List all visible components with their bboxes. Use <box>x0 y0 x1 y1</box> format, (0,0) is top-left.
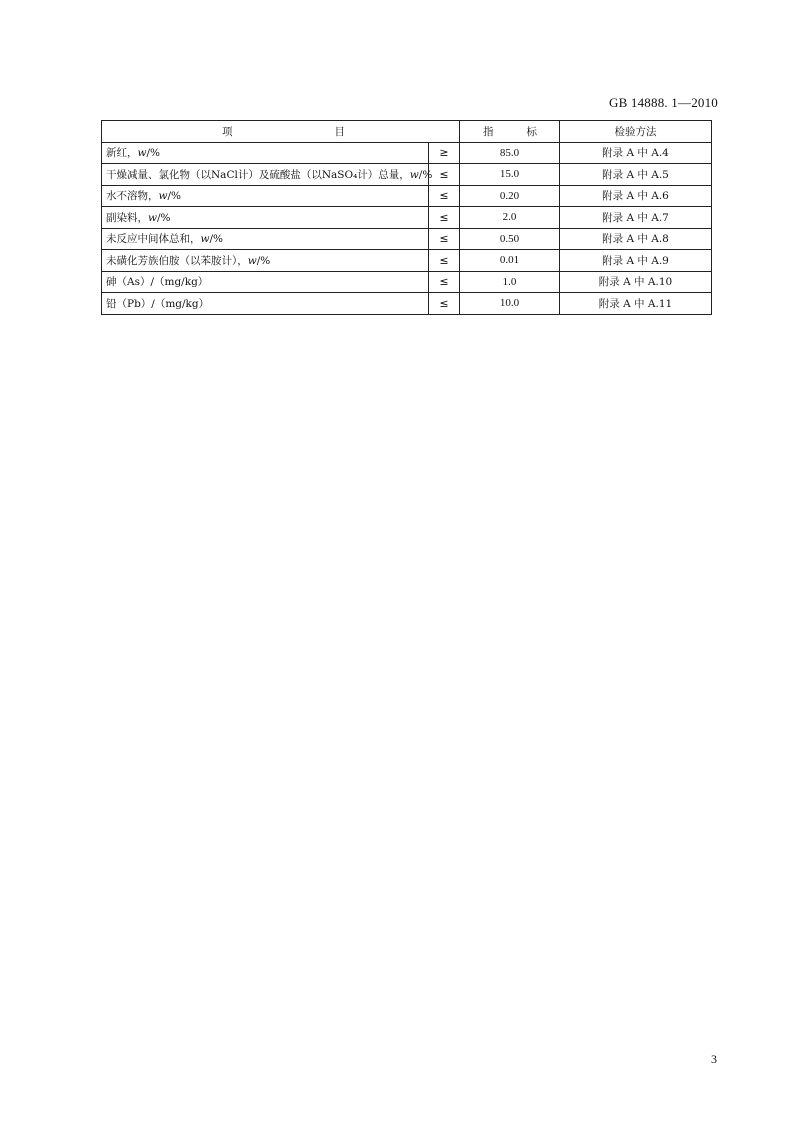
row-value: 85.0 <box>460 142 560 164</box>
header-method: 检验方法 <box>560 121 712 143</box>
unit-variable: w <box>409 168 419 181</box>
header-item-right: 目 <box>334 125 345 138</box>
unit-variable: w <box>247 254 257 267</box>
page-number: 3 <box>711 1052 717 1066</box>
row-value: 1.0 <box>460 271 560 293</box>
row-operator: ≤ <box>429 293 460 315</box>
header-value <box>460 121 560 143</box>
specification-table <box>101 120 712 315</box>
row-operator: ≤ <box>429 164 460 186</box>
unit-variable: w <box>137 147 147 160</box>
row-item-name: 未磺化芳族伯胺（以苯胺计），w/% <box>102 250 429 272</box>
unit-variable: w <box>200 233 210 246</box>
row-method: 附录 A 中 A.4 <box>560 142 712 164</box>
row-operator: ≤ <box>429 207 460 229</box>
header-item <box>102 121 460 143</box>
row-item-name: 未反应中间体总和，w/% <box>102 228 429 250</box>
row-item-name: 新红，w/% <box>102 142 429 164</box>
row-method: 附录 A 中 A.9 <box>560 250 712 272</box>
row-value: 10.0 <box>460 293 560 315</box>
row-method: 附录 A 中 A.8 <box>560 228 712 250</box>
row-method: 附录 A 中 A.10 <box>560 271 712 293</box>
row-method: 附录 A 中 A.5 <box>560 164 712 186</box>
row-operator: ≤ <box>429 271 460 293</box>
row-item-name: 干燥减量、氯化物（以NaCl计）及硫酸盐（以NaSO₄计）总量，w/% <box>102 164 429 186</box>
row-value: 15.0 <box>460 164 560 186</box>
row-item-name: 水不溶物，w/% <box>102 185 429 207</box>
row-method: 附录 A 中 A.7 <box>560 207 712 229</box>
document-code: GB 14888. 1—2010 <box>608 95 718 110</box>
row-operator: ≤ <box>429 228 460 250</box>
table-row <box>102 271 712 293</box>
row-method: 附录 A 中 A.11 <box>560 293 712 315</box>
row-value: 2.0 <box>460 207 560 229</box>
row-item-name: 砷（As）/（mg/kg） <box>102 271 429 293</box>
table-header-row <box>102 121 712 143</box>
row-item-name: 铅（Pb）/（mg/kg） <box>102 293 429 315</box>
row-operator: ≥ <box>429 142 460 164</box>
table-row <box>102 164 712 186</box>
table-row <box>102 207 712 229</box>
row-operator: ≤ <box>429 250 460 272</box>
row-method: 附录 A 中 A.6 <box>560 185 712 207</box>
header-value-left: 指 <box>483 125 494 138</box>
table-row <box>102 228 712 250</box>
table-row <box>102 142 712 164</box>
header-item-left: 项 <box>222 125 233 138</box>
table-row <box>102 185 712 207</box>
table-row <box>102 250 712 272</box>
row-item-name: 副染料，w/% <box>102 207 429 229</box>
unit-variable: w <box>158 190 168 203</box>
row-value: 0.20 <box>460 185 560 207</box>
row-value: 0.50 <box>460 228 560 250</box>
row-operator: ≤ <box>429 185 460 207</box>
unit-variable: w <box>148 211 157 224</box>
table-row <box>102 293 712 315</box>
row-value: 0.01 <box>460 250 560 272</box>
header-value-right: 标 <box>526 125 537 138</box>
